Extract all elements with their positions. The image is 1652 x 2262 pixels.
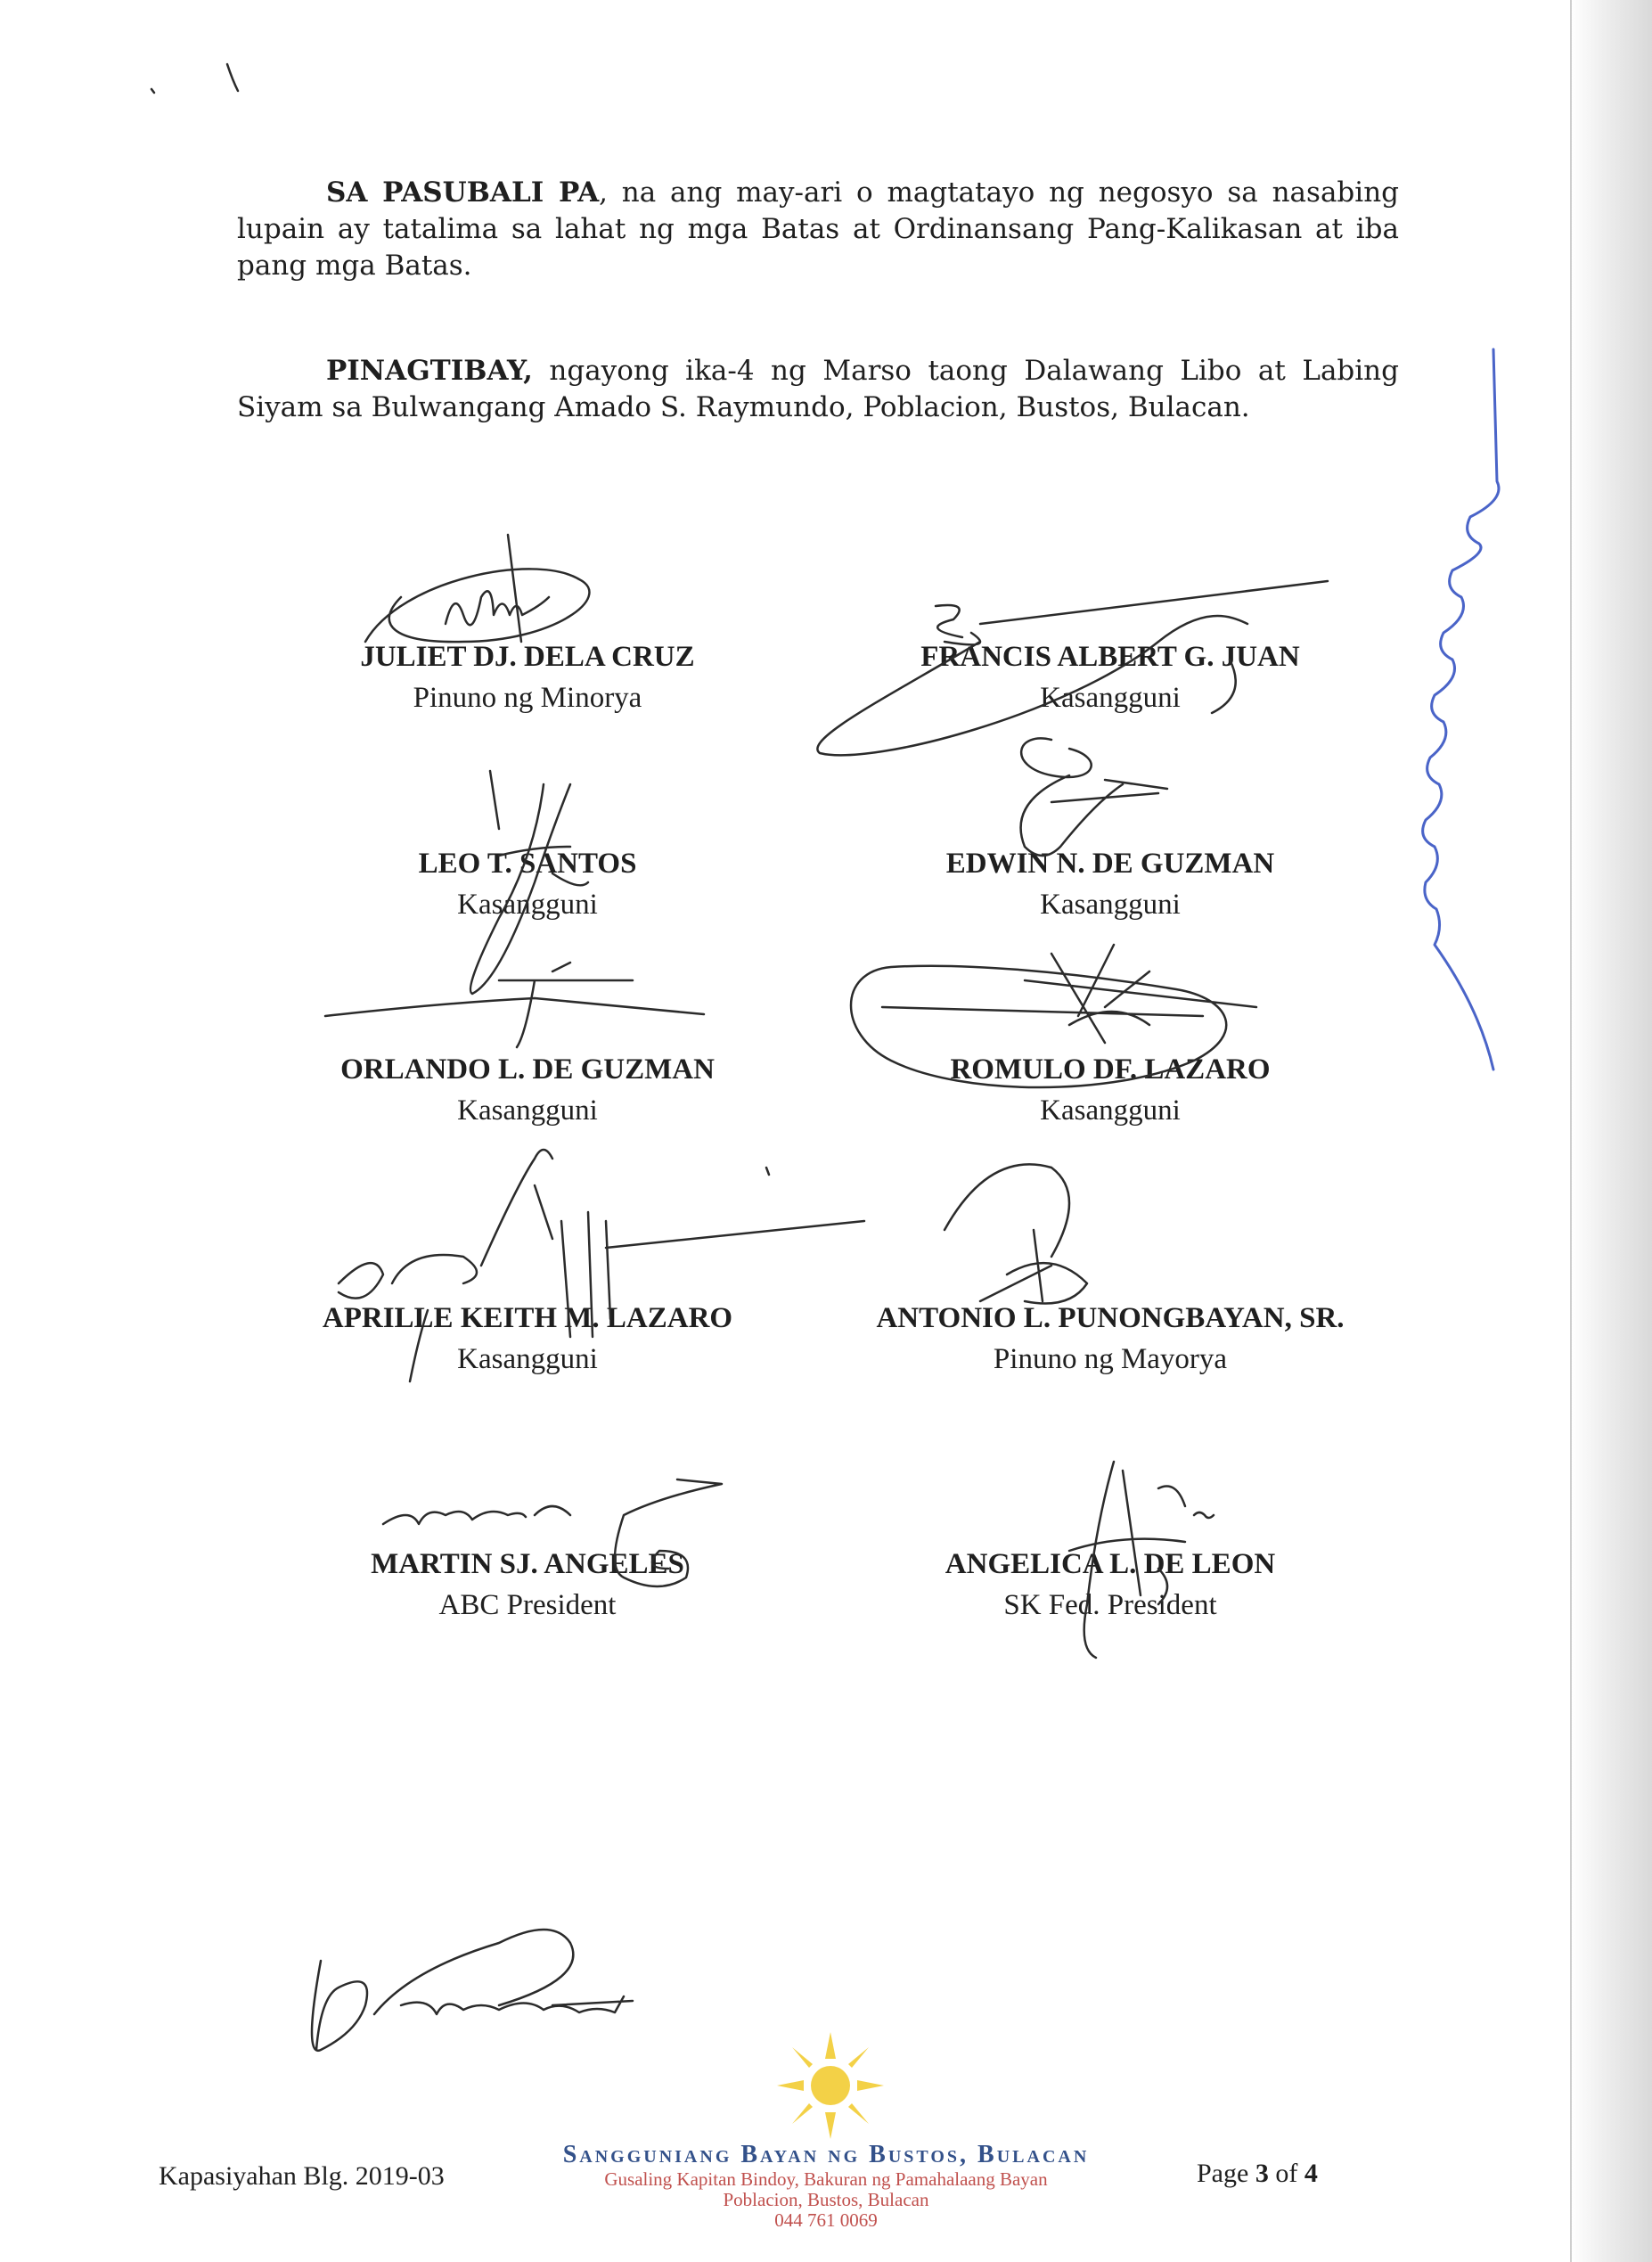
signatory-position: SK Fed. President xyxy=(1003,1589,1217,1621)
scan-edge-shadow xyxy=(1572,0,1652,2262)
signatory-block xyxy=(251,636,804,718)
signatory-name: LEO T. SANTOS xyxy=(418,848,637,880)
scan-speck xyxy=(151,64,238,93)
signatory-block xyxy=(834,636,1386,718)
page-mid: of xyxy=(1268,2159,1304,2188)
signature-presiding xyxy=(312,1930,633,2051)
signatory-position: Pinuno ng Mayorya xyxy=(993,1343,1228,1375)
signature-edwin xyxy=(1021,738,1167,856)
signatory-name: EDWIN N. DE GUZMAN xyxy=(945,848,1275,880)
approved-lead: PINAGTIBAY, xyxy=(326,355,533,387)
resolution-number: Kapasiyahan Blg. 2019-03 xyxy=(159,2161,445,2191)
signature-santos-underline xyxy=(325,963,704,1047)
signatory-name: ANTONIO L. PUNONGBAYAN, SR. xyxy=(876,1302,1345,1334)
signature-punongbayan xyxy=(945,1164,1087,1303)
proviso-lead: SA PASUBALI PA xyxy=(326,176,600,209)
page-number xyxy=(1197,2159,1318,2189)
sun-seal-icon xyxy=(777,2032,884,2139)
signatory-block xyxy=(251,1298,804,1380)
signatory-name: APRILLE KEITH M. LAZARO xyxy=(322,1302,733,1334)
page-prefix: Page xyxy=(1197,2159,1255,2188)
office-letterhead xyxy=(514,2141,1138,2231)
office-address-line1: Gusaling Kapitan Bindoy, Bakuran ng Pamahalaang Bayan xyxy=(604,2168,1048,2190)
signature-margin-blue xyxy=(1423,349,1499,1070)
proviso-text: , na ang may-ari o magtatayo ng negosyo sa nasabing lupain ay tatalima sa lahat ng mga Batas at Ordinansang Pang-Kalikasan at iba pang mga Batas. xyxy=(237,176,1400,282)
approved-text: ngayong ika-4 ng Marso taong Dalawang Libo at Labing Siyam sa Bulwangang Amado S. Raymundo, Poblacion, Bustos, Bulacan. xyxy=(237,355,1399,423)
signatory-position: Pinuno ng Minorya xyxy=(413,682,642,714)
signatory-name: ANGELICA L. DE LEON xyxy=(945,1548,1276,1580)
signatory-position: Kasangguni xyxy=(1040,682,1181,714)
page-current: 3 xyxy=(1255,2159,1269,2188)
signatory-name: ORLANDO L. DE GUZMAN xyxy=(340,1053,715,1086)
office-telephone: 044 761 0069 xyxy=(774,2209,878,2231)
signatory-name: JULIET DJ. DELA CRUZ xyxy=(360,641,695,673)
paragraph-proviso xyxy=(237,175,1399,284)
signatory-block xyxy=(251,1544,804,1626)
page-total: 4 xyxy=(1304,2159,1318,2188)
signatory-position: Kasangguni xyxy=(1040,1094,1181,1127)
signatory-name: FRANCIS ALBERT G. JUAN xyxy=(920,641,1300,673)
signatory-name: MARTIN SJ. ANGELES xyxy=(371,1548,684,1580)
signatory-block xyxy=(251,1049,804,1131)
signatory-block xyxy=(834,1544,1386,1626)
paragraph-approved xyxy=(237,353,1399,426)
signature-dela-cruz xyxy=(365,535,589,642)
signatory-block xyxy=(834,843,1386,925)
signatory-position: Kasangguni xyxy=(1040,889,1181,921)
signatory-position: Kasangguni xyxy=(457,1094,598,1127)
office-name: Sangguniang Bayan ng Bustos, Bulacan xyxy=(562,2141,1090,2168)
signatory-block xyxy=(834,1298,1386,1380)
signatory-position: Kasangguni xyxy=(457,889,598,921)
signatory-block xyxy=(251,843,804,925)
signatory-position: ABC President xyxy=(438,1589,617,1621)
office-address-line2: Poblacion, Bustos, Bulacan xyxy=(723,2189,929,2210)
signatory-name: ROMULO DF. LAZARO xyxy=(950,1053,1271,1086)
signatory-position: Kasangguni xyxy=(457,1343,598,1375)
signatory-block xyxy=(834,1049,1386,1131)
